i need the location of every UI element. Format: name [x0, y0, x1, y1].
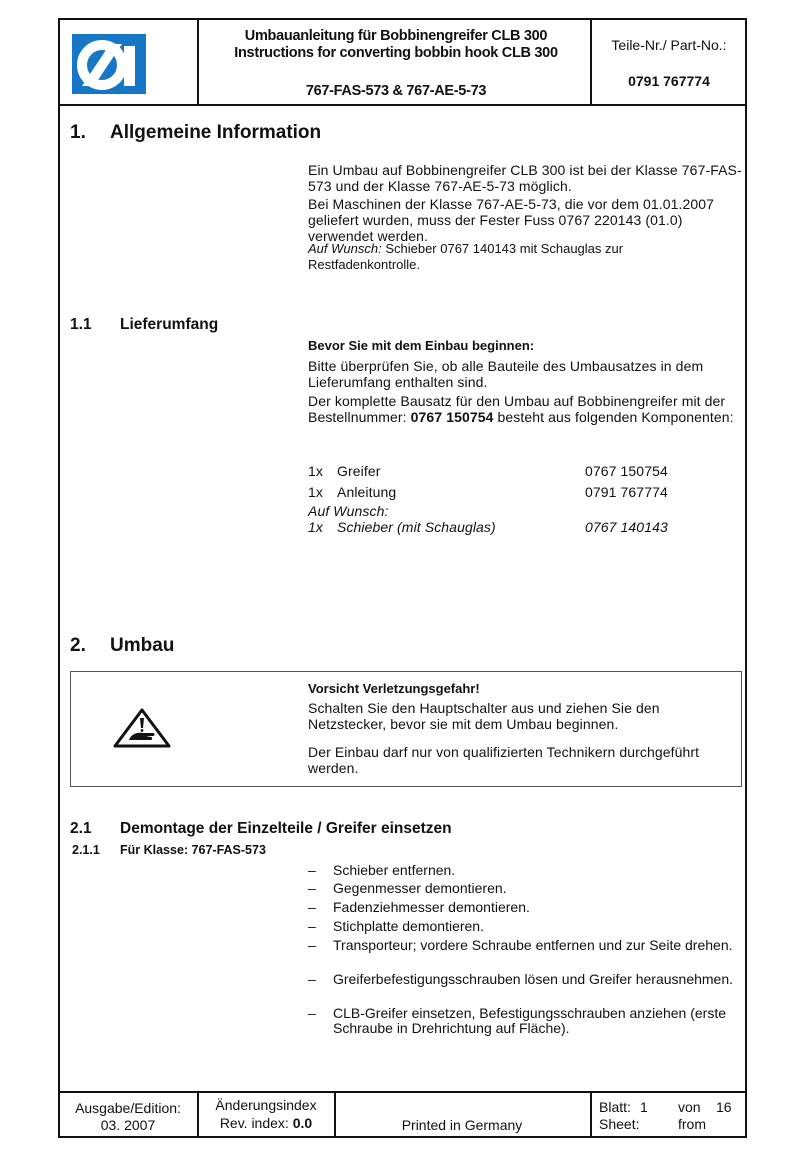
- list-dash: –: [308, 880, 316, 896]
- list-dash: –: [308, 899, 316, 915]
- section-1-1-p1: Bitte überprüfen Sie, ob alle Bauteile des Umbausatzes in dem Lieferumfang enthalten sind.: [308, 358, 704, 390]
- part-row-name: Anleitung: [337, 484, 397, 500]
- header-title-en: Instructions for converting bobbin hook CLB 300: [234, 45, 558, 61]
- rev-label-de: Änderungsindex: [215, 1097, 317, 1113]
- step-text: Fadenziehmesser demontieren.: [333, 899, 530, 915]
- rev-index: [199, 1115, 333, 1131]
- sheet-value: 1: [640, 1099, 648, 1115]
- step-text: Schieber entfernen.: [333, 862, 456, 878]
- section-1-1-intro: Bevor Sie mit dem Einbau beginnen:: [308, 338, 535, 353]
- part-row-number: 0767 140143: [585, 519, 668, 535]
- part-row-number: 0791 767774: [585, 484, 668, 500]
- section-2-1-title: Demontage der Einzelteile / Greifer einsetzen: [120, 820, 452, 837]
- part-row-number: 0767 150754: [585, 463, 668, 479]
- part-row-name: Schieber (mit Schauglas): [337, 519, 496, 535]
- step-text: Greiferbefestigungsschrauben lösen und Greifer herausnehmen.: [333, 971, 734, 987]
- list-dash: –: [308, 862, 316, 878]
- section-1-1-number: 1.1: [70, 316, 92, 333]
- part-row-qty: 1x: [308, 463, 323, 479]
- footer-divider-3: [590, 1091, 592, 1138]
- step-text: Stichplatte demontieren.: [333, 918, 484, 934]
- section-2-number: 2.: [70, 635, 86, 656]
- of-de: von: [678, 1099, 701, 1115]
- warning-text-1: Schalten Sie den Hauptschalter aus und ziehen Sie den Netzstecker, bevor sie mit dem Umbau beginnen.: [308, 700, 660, 732]
- part-number: 0791 767774: [628, 73, 710, 89]
- section-2-1-1-number: 2.1.1: [72, 843, 100, 857]
- section-1-p3: [308, 241, 708, 273]
- footer-divider: [58, 1091, 747, 1093]
- header-subtitle: 767-FAS-573 & 767-AE-5-73: [305, 83, 487, 99]
- section-1-1-title: Lieferumfang: [120, 316, 219, 333]
- of-en: from: [678, 1116, 706, 1132]
- step-text: Gegenmesser demontieren.: [333, 880, 507, 896]
- part-row-qty: 1x: [308, 484, 323, 500]
- sheet-label-en: Sheet:: [599, 1116, 640, 1132]
- p2-text-b: besteht aus folgenden Komponenten:: [493, 409, 734, 425]
- section-1-number: 1.: [70, 122, 86, 143]
- optional-label: Auf Wunsch:: [308, 241, 382, 256]
- section-1-1-p2: [308, 393, 748, 425]
- header-part-divider: [590, 18, 592, 106]
- sheet-total: 16: [716, 1099, 732, 1115]
- header-title-de: Umbauanleitung für Bobbinengreifer CLB 300: [244, 28, 548, 44]
- warning-title: Vorsicht Verletzungsgefahr!: [308, 681, 480, 696]
- section-2-title: Umbau: [110, 635, 175, 656]
- part-row-name: Greifer: [337, 463, 381, 479]
- list-dash: –: [308, 918, 316, 934]
- section-1-p1: Ein Umbau auf Bobbinengreifer CLB 300 ist bei der Klasse 767-FAS-573 und der Klasse 767-AE-5-73 möglich.: [308, 162, 742, 194]
- step-text: Transporteur; vordere Schraube entfernen und zur Seite drehen.: [333, 937, 733, 953]
- sheet-label-de: Blatt:: [599, 1099, 631, 1115]
- company-logo: [72, 34, 146, 99]
- list-dash: –: [308, 971, 316, 987]
- edition-value: 03. 2007: [100, 1117, 156, 1133]
- edition-label: Ausgabe/Edition:: [75, 1100, 181, 1116]
- rev-label-en: Rev. index:: [219, 1115, 289, 1131]
- section-2-1-1-title: Für Klasse: 767-FAS-573: [120, 843, 266, 857]
- logo-icon: [72, 34, 146, 94]
- optional-parts-label: Auf Wunsch:: [308, 503, 389, 519]
- section-2-1-number: 2.1: [70, 820, 92, 837]
- rev-value: 0.0: [292, 1115, 313, 1131]
- order-number: 0767 150754: [410, 409, 494, 425]
- list-dash: –: [308, 1005, 316, 1021]
- warning-text-2: Der Einbau darf nur von qualifizierten Technikern durchgeführt werden.: [308, 744, 700, 776]
- optional-text: Schieber 0767 140143 mit Schauglas zur Restfadenkontrolle.: [308, 241, 624, 272]
- list-dash: –: [308, 937, 316, 953]
- part-row-qty: 1x: [308, 519, 323, 535]
- printed-in: Printed in Germany: [401, 1117, 523, 1133]
- p2-text-a: Der komplette Bausatz für den Umbau auf Bobbinengreifer mit der Bestellnummer:: [308, 393, 726, 425]
- part-label: Teile-Nr./ Part-No.:: [611, 37, 727, 53]
- header-logo-divider: [197, 18, 199, 106]
- section-1-title: Allgemeine Information: [110, 122, 322, 143]
- header-divider: [58, 104, 747, 106]
- section-1-p2: Bei Maschinen der Klasse 767-AE-5-73, die vor dem 01.01.2007 geliefert wurden, muss der Fester Fuss 0767 220143 (01.0) verwendet werden.: [308, 196, 715, 244]
- step-text: CLB-Greifer einsetzen, Befestigungsschrauben anziehen (erste Schraube in Drehrichtung auf Fläche).: [333, 1005, 726, 1036]
- hand-injury-warning-icon: [113, 708, 171, 753]
